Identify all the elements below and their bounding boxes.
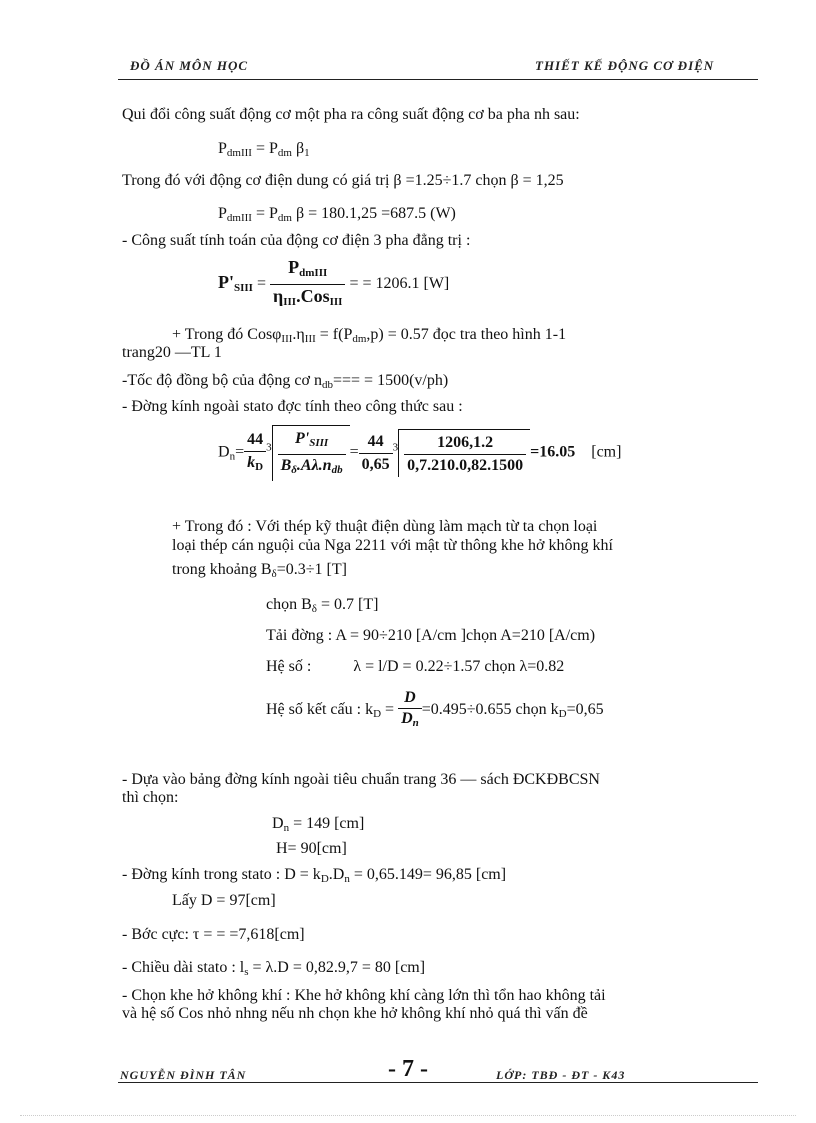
page-bottom-divider (20, 1115, 796, 1116)
text-line: trang20 —TL 1 (122, 344, 222, 361)
formula-dn: Dn= $\frac{44}{kD}$ $^3$ $\frac{\text{P'SIII}}{\text{Bδ.Aλ.ndb}}$ = $\frac{44}{0,65}$ $^3$ $\frac{1206,1.2}{0,7.210.0,82.1500}$ =16.05 [cm] (218, 425, 621, 481)
text-line: Hệ số : λ = l/D = 0.22÷1.57 chọn λ=0.82 (266, 658, 565, 675)
text-line: - Đờng kính trong stato : D = kD.Dn = 0,65.149= 96,85 [cm] (122, 866, 507, 885)
text-line: Hệ số kết cấu : kD = $\frac{D}{Dn}$ =0.495÷0.655 chọn kD=0,65 (266, 689, 604, 729)
text-line: và hệ số Cos nhỏ nhng nếu nh chọn khe hở không khí nhỏ quá thì vấn đề (122, 1005, 588, 1022)
text-line: H= 90[cm] (276, 840, 347, 857)
page-number: - 7 - (388, 1056, 428, 1082)
footer-left: NGUYỄN ĐÌNH TÂN (120, 1068, 247, 1082)
text-line: + Trong đó CosφIII.ηIII = f(Pdm,p) = 0.57 đọc tra theo hình 1-1 (172, 326, 567, 345)
text-line: - Đờng kính ngoài stato đợc tính theo công thức sau : (122, 398, 463, 415)
formula-pdmiii: PdmIII = Pdm β1 (218, 140, 310, 159)
footer-right: LỚP: TBĐ - ĐT - K43 (496, 1068, 626, 1082)
text-line: Dn = 149 [cm] (272, 815, 365, 834)
formula-pdmiii-value: PdmIII = Pdm β = 180.1,25 =687.5 (W) (218, 205, 456, 224)
header-right: THIẾT KẾ ĐỘNG CƠ ĐIỆN (535, 58, 715, 73)
formula-psiii: P'SIII = $\frac{\text{PdmIII}}{\text{ηIII.CosIII}}$ = = 1206.1 [W] (218, 256, 449, 313)
text-line: -Tốc độ đồng bộ của động cơ ndb=== = 1500(v/ph) (122, 372, 449, 391)
text-line: + Trong đó : Với thép kỹ thuật điện dùng làm mạch từ ta chọn loại (172, 518, 598, 535)
text-line: thì chọn: (122, 789, 179, 806)
fraction: $\frac{\text{PdmIII}}{\text{ηIII.CosIII}}$ (270, 256, 345, 313)
header-left: ĐỒ ÁN MÔN HỌC (130, 58, 249, 73)
text-line: Trong đó với động cơ điện dung có giá trị β =1.25÷1.7 chọn β = 1,25 (122, 172, 564, 189)
header-rule (118, 79, 758, 80)
text-line: Lấy D = 97[cm] (172, 892, 276, 909)
text-line: - Dựa vào bảng đờng kính ngoài tiêu chuẩn trang 36 — sách ĐCKĐBCSN (122, 771, 600, 788)
text-line: - Bớc cực: τ = = =7,618[cm] (122, 926, 305, 943)
text-line: chọn Bδ = 0.7 [T] (266, 596, 379, 615)
text-line: - Chiều dài stato : ls = λ.D = 0,82.9,7 = 80 [cm] (122, 959, 426, 978)
text-line: trong khoảng Bδ=0.3÷1 [T] (172, 561, 347, 580)
text-line: loại thép cán nguội của Nga 2211 với mật từ thông khe hở không khí (172, 537, 613, 554)
text-line: Qui đổi công suất động cơ một pha ra công suất động cơ ba pha nh sau: (122, 106, 580, 123)
text-line: - Chọn khe hở không khí : Khe hở không khí càng lớn thì tổn hao không tải (122, 987, 606, 1004)
text-line: Tải đờng : A = 90÷210 [A/cm ]chọn A=210 [A/cm) (266, 627, 596, 644)
text-line: - Công suất tính toán của động cơ điện 3 pha đẳng trị : (122, 232, 471, 249)
